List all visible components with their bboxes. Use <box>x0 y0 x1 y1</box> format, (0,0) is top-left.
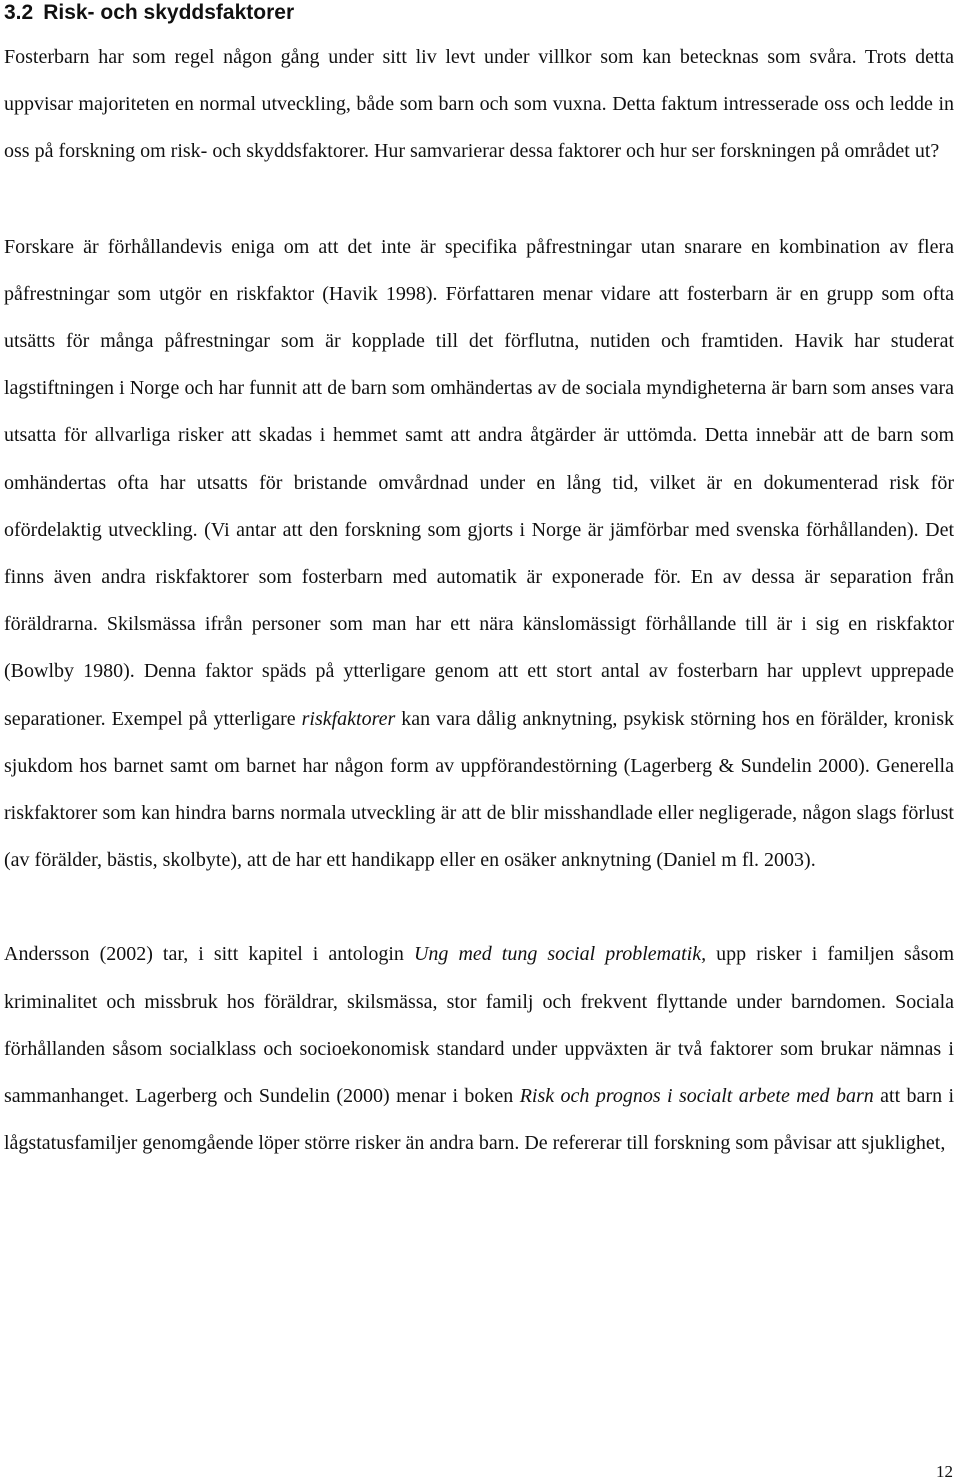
italic-title-antologi: Ung med tung social problematik, <box>413 943 707 966</box>
paragraph-risk-factors-text-a: Forskare är förhållandevis eniga om att det inte är specifika påfrestningar utan snarare en kombination av flera påfrestningar som utgör en riskfaktor (Havik 1998). Författaren menar vidare att fosterbarn är en grupp som ofta utsätts för många påfrestningar som är kopplade till det förflutna, nutiden och framtiden. Havik har studerat lagstiftningen i Norge och har funnit att de barn som omhändertas av de sociala myndigheterna är barn som anses vara utsatta för allvarliga risker att skadas i hemmet samt att andra åtgärder är uttömda. Detta innebär att de barn som omhändertas ofta har utsatts för bristande omvårdnad under en lång tid, vilket är en dokumenterad risk för ofördelaktig utveckling. (Vi antar att den forskning som gjorts i Norge är jämförbar med svenska förhållanden). Det finns även andra riskfaktorer som fosterbarn med automatik är exponerade för. En av dessa är separation från föräldrarna. Skilsmässa ifrån personer som man har ett nära känslomässigt förhållande till är i sig en riskfaktor (Bowlby 1980). Denna faktor späds på ytterligare genom att ett stort antal av fosterbarn har upplevt upprepade separationer. Exempel på ytterligare <box>4 235 954 730</box>
section-title: Risk- och skyddsfaktorer <box>43 1 295 24</box>
paragraph-risk-factors-text-b: kan vara dålig anknytning, psykisk störning hos en förälder, kronisk sjukdom hos barnet samt om barnet har någon form av uppförandestörning (Lagerberg & Sundelin 2000). Generella riskfaktorer som kan hindra barns normala utveckling är att de blir misshandlade eller negligerade, någon slags förlust (av förälder, bästis, skolbyte), att de har ett handikapp eller en osäker anknytning (Daniel m fl. 2003). <box>4 707 955 872</box>
paragraph-intro <box>4 34 954 176</box>
italic-title-bok: Risk och prognos i socialt arbete med barn <box>519 1085 874 1108</box>
paragraph-intro-text: Fosterbarn har som regel någon gång under sitt liv levt under villkor som kan betecknas som svåra. Trots detta uppvisar majoriteten en normal utveckling, både som barn och som vuxna. Detta faktum intresserade oss och ledde in oss på forskning om risk- och skyddsfaktorer. Hur samvarierar dessa faktorer och hur ser forskningen på området ut? <box>4 46 954 163</box>
paragraph-andersson-text-a: Andersson (2002) tar, i sitt kapitel i antologin <box>4 943 404 966</box>
page-number: 12 <box>936 1462 953 1481</box>
paragraph-andersson-text-c: att barn i lågstatusfamiljer genomgående löper större risker än andra barn. De refererar till forskning som påvisar att sjuklighet, <box>4 1085 955 1155</box>
document-page <box>4 0 954 1167</box>
section-heading <box>4 0 954 26</box>
italic-term-riskfaktorer: riskfaktorer <box>301 707 396 730</box>
paragraph-andersson-text-b: upp risker i familjen såsom kriminalitet och missbruk hos föräldrar, skilsmässa, stor familj och frekvent flyttande under barndomen. Sociala förhållanden såsom socialklass och socioekonomisk standard under uppväxten är två faktorer som brukar nämnas i sammanhanget. Lagerberg och Sundelin (2000) menar i boken <box>4 943 955 1108</box>
section-number: 3.2 <box>4 1 34 24</box>
paragraph-andersson <box>4 931 954 1167</box>
paragraph-risk-factors <box>4 224 954 885</box>
